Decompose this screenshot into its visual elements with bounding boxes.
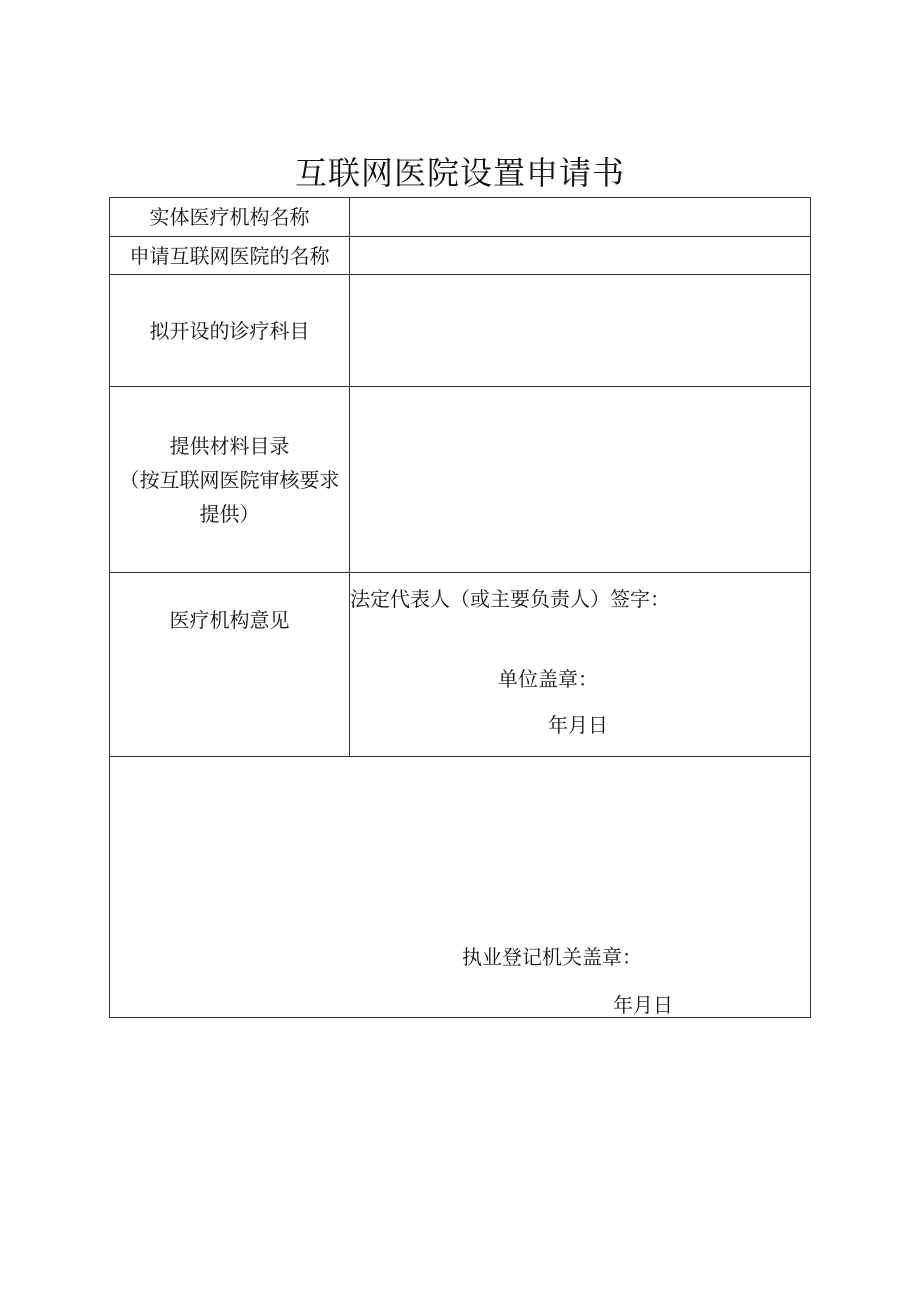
application-form-table xyxy=(109,197,811,1018)
materials-label-line3: 提供） xyxy=(199,501,260,526)
row-hospital-name xyxy=(110,237,810,275)
opinion-label: 医疗机构意见 xyxy=(110,573,350,756)
row-materials xyxy=(110,387,810,573)
departments-field[interactable] xyxy=(350,275,810,386)
opinion-date-label: 年月日 xyxy=(548,713,608,737)
materials-label-line1: 提供材料目录 xyxy=(169,433,290,458)
materials-label xyxy=(110,387,350,572)
row-registration xyxy=(110,757,810,1017)
row-departments xyxy=(110,275,810,387)
entity-name-field[interactable] xyxy=(350,198,810,236)
entity-name-label: 实体医疗机构名称 xyxy=(110,198,350,236)
registration-seal-label: 执业登记机关盖章： xyxy=(462,945,642,969)
materials-label-line2: （按互联网医院审核要求 xyxy=(119,467,340,492)
row-entity-name xyxy=(110,198,810,237)
hospital-name-field[interactable] xyxy=(350,237,810,274)
departments-label: 拟开设的诊疗科目 xyxy=(110,275,350,386)
signature-label: 法定代表人（或主要负责人）签字： xyxy=(350,587,670,611)
hospital-name-label: 申请互联网医院的名称 xyxy=(110,237,350,274)
form-title: 互联网医院设置申请书 xyxy=(294,154,625,192)
opinion-field[interactable] xyxy=(350,573,810,756)
registration-date-label: 年月日 xyxy=(613,993,673,1017)
row-opinion xyxy=(110,573,810,757)
unit-seal-label: 单位盖章： xyxy=(498,667,598,691)
materials-field[interactable] xyxy=(350,387,810,572)
